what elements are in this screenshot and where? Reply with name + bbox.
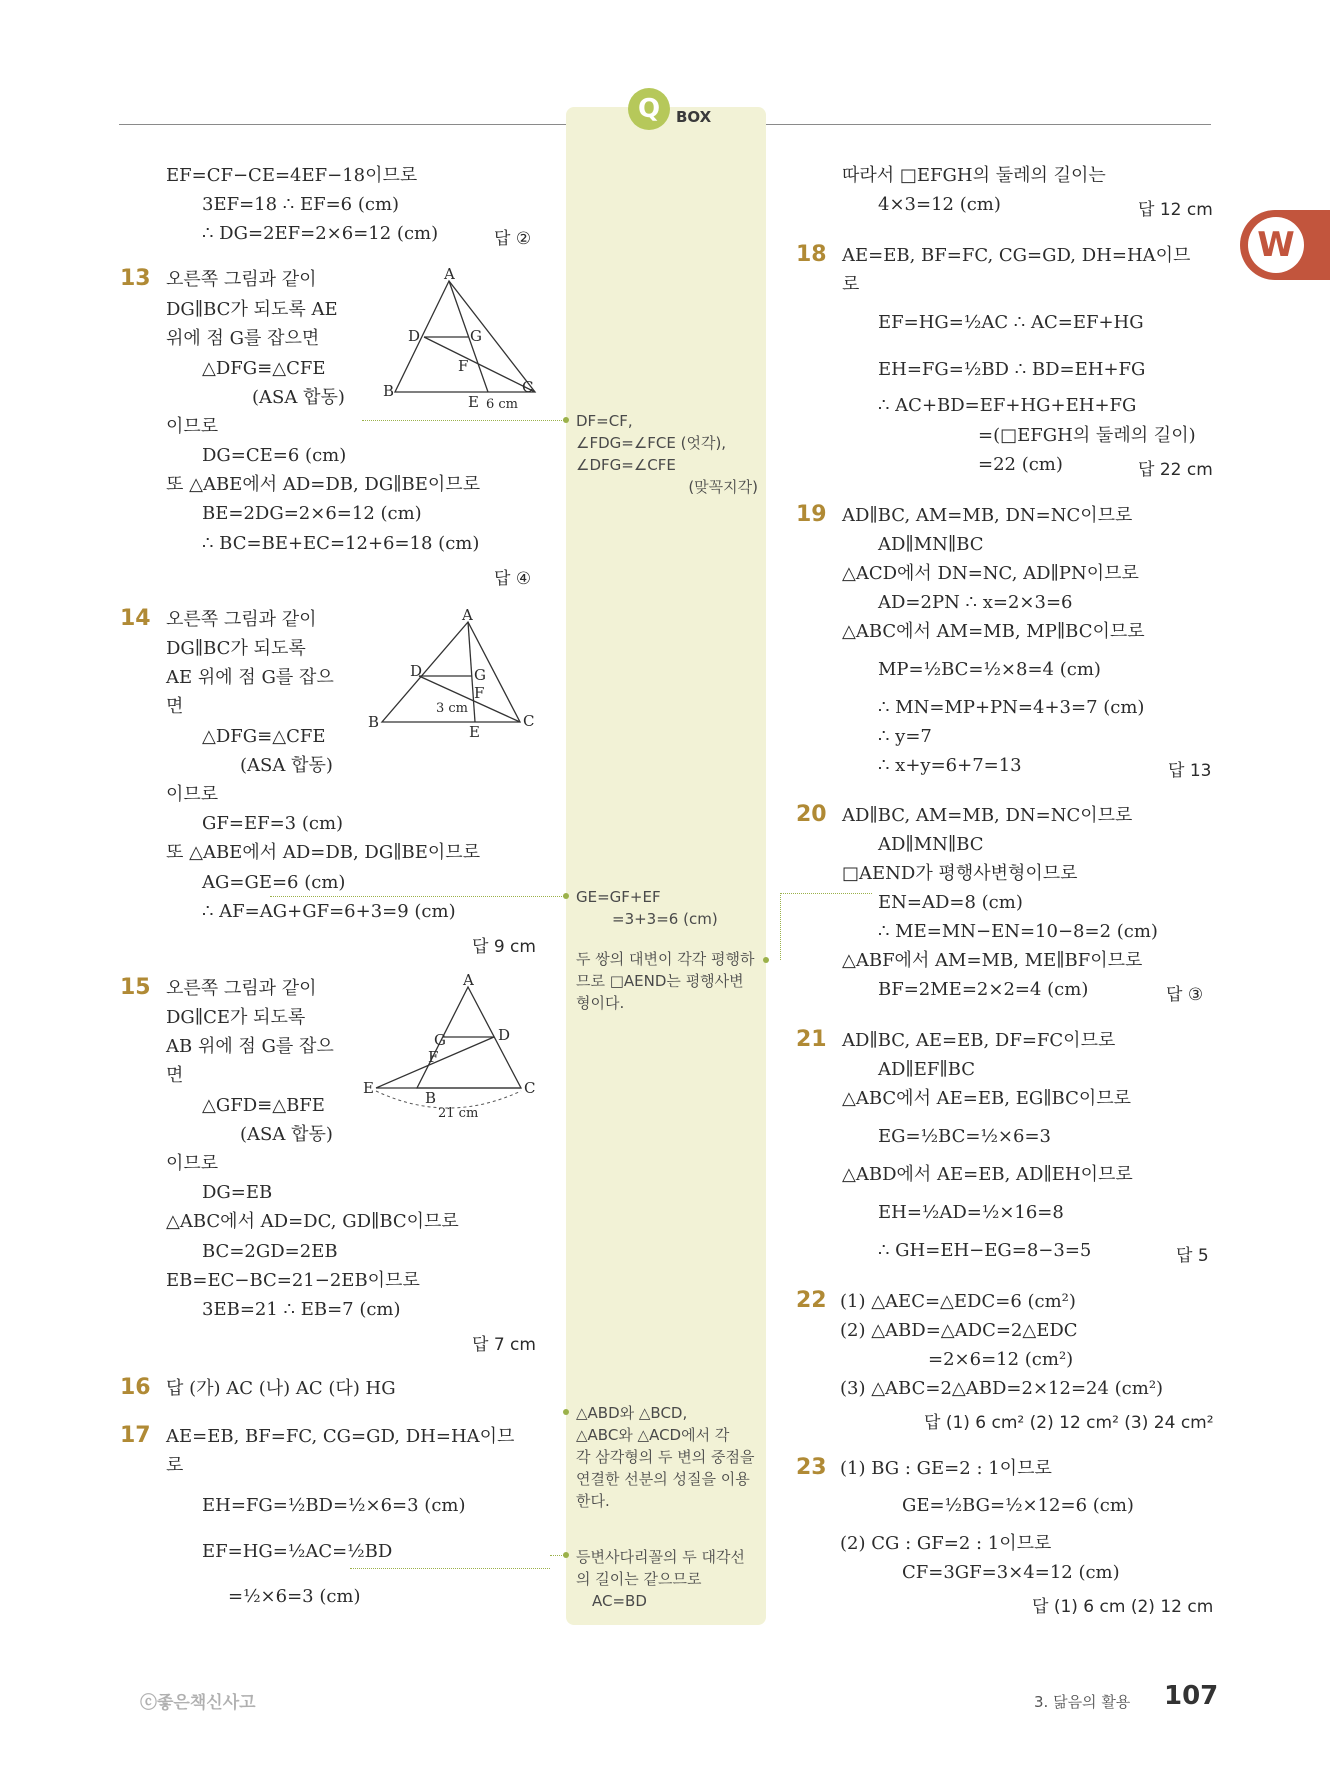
- solution-line: 이므로: [166, 784, 219, 805]
- note-line: △ABD와 △BCD,: [576, 1404, 688, 1422]
- connector-line: [780, 893, 781, 960]
- solution-line: AD=2PN ∴ x=2×3=6: [878, 592, 1073, 613]
- note-line: 등변사다리꼴의 두 대각선: [576, 1548, 745, 1566]
- problem-number: 19: [796, 502, 827, 527]
- solution-line: 3EB=21 ∴ EB=7 (cm): [202, 1299, 401, 1320]
- note-line: 연결한 선분의 성질을 이용: [576, 1470, 750, 1488]
- solution-line: AE=EB, BF=FC, CG=GD, DH=HA이므: [842, 245, 1191, 266]
- solution-line: AE=EB, BF=FC, CG=GD, DH=HA이므: [166, 1426, 515, 1447]
- connector-dot: [563, 1552, 569, 1558]
- solution-line: △ABD에서 AE=EB, AD∥EH이므로: [842, 1164, 1133, 1185]
- solution-line: 로: [842, 274, 860, 295]
- solution-line: BE=2DG=2×6=12 (cm): [202, 503, 422, 524]
- problem-number: 20: [796, 802, 827, 827]
- solution-line: EF=HG=½AC=½BD: [202, 1541, 393, 1562]
- solution-line: AD∥MN∥BC: [878, 834, 984, 855]
- fig-label-a: A: [463, 971, 474, 989]
- solution-line: ∴ BC=BE+EC=12+6=18 (cm): [202, 533, 480, 554]
- solution-line: DG=CE=6 (cm): [202, 445, 347, 466]
- solution-line: AD∥BC, AM=MB, DN=NC이므로: [842, 805, 1133, 826]
- solution-line: DG=EB: [202, 1182, 273, 1203]
- fig-label-b: B: [368, 713, 380, 731]
- fig-label-b: B: [425, 1089, 437, 1107]
- problem-number: 14: [120, 606, 151, 631]
- note-line: 각 삼각형의 두 변의 중점을: [576, 1448, 755, 1466]
- solution-line: AD∥EF∥BC: [878, 1059, 976, 1080]
- solution-line: □AEND가 평행사변형이므로: [842, 863, 1078, 884]
- figure-15: [363, 971, 540, 1125]
- solution-line: GE=½BG=½×12=6 (cm): [902, 1495, 1134, 1516]
- fig-label-e: E: [469, 723, 480, 741]
- problem-number: 16: [120, 1375, 151, 1400]
- solution-line: DG∥CE가 되도록: [166, 1007, 306, 1028]
- solution-line: 또 △ABE에서 AD=DB, DG∥BE이므로: [166, 842, 481, 863]
- solution-line: ∴ DG=2EF=2×6=12 (cm): [202, 223, 439, 244]
- solution-line: △DFG≡△CFE: [202, 358, 326, 379]
- fig-length: 3 cm: [436, 701, 469, 716]
- note-line: 한다.: [576, 1492, 610, 1510]
- solution-line: EF=HG=½AC ∴ AC=EF+HG: [878, 312, 1144, 333]
- chapter-title: 3. 닮음의 활용: [1034, 1693, 1131, 1711]
- solution-line: AB 위에 점 G를 잡으: [166, 1036, 334, 1057]
- q-circle-icon: Q: [628, 88, 670, 130]
- solution-line: AE 위에 점 G를 잡으: [166, 667, 334, 688]
- solution-line: EG=½BC=½×6=3: [878, 1126, 1051, 1147]
- qbox-note: [576, 410, 758, 498]
- note-line: 두 쌍의 대변이 각각 평행하: [576, 950, 755, 968]
- solution-line: CF=3GF=3×4=12 (cm): [902, 1562, 1120, 1583]
- fig-label-c: C: [522, 378, 534, 396]
- fig-length: 21 cm: [438, 1106, 479, 1121]
- solution-line: AG=GE=6 (cm): [202, 872, 346, 893]
- solution-line: =2×6=12 (cm²): [928, 1349, 1074, 1370]
- solution-line: 면: [166, 696, 184, 717]
- solution-line: (ASA 합동): [240, 755, 333, 776]
- solution-line: BF=2ME=2×2=4 (cm): [878, 979, 1089, 1000]
- note-line: AC=BD: [592, 1592, 647, 1610]
- fig-label-e: E: [468, 393, 479, 411]
- answer-label: 답 5: [1176, 1246, 1209, 1266]
- solution-line: ∴ AF=AG+GF=6+3=9 (cm): [202, 901, 456, 922]
- solution-line: (ASA 합동): [252, 387, 345, 408]
- fig-label-f: F: [428, 1048, 439, 1066]
- solution-line: △ABC에서 AE=EB, EG∥BC이므로: [842, 1088, 1132, 1109]
- note-line: 형이다.: [576, 994, 625, 1012]
- solution-line: EF=CF−CE=4EF−18이므로: [166, 165, 418, 186]
- figure-13: [380, 265, 540, 415]
- fig-label-d: D: [408, 327, 421, 345]
- qbox-note: [576, 1402, 758, 1512]
- solution-line: (1) △AEC=△EDC=6 (cm²): [840, 1291, 1076, 1312]
- answer-label: 답 ③: [1166, 985, 1204, 1005]
- fig-label-d: D: [498, 1026, 511, 1044]
- solution-line: (2) △ABD=△ADC=2△EDC: [840, 1320, 1078, 1341]
- note-line: =3+3=6 (cm): [612, 910, 718, 928]
- page-number: 107: [1164, 1681, 1219, 1711]
- answer-label: 답 ②: [494, 229, 532, 249]
- fig-label-f: F: [474, 684, 485, 702]
- solution-line: ∴ MN=MP+PN=4+3=7 (cm): [878, 697, 1145, 718]
- solution-line: 3EF=18 ∴ EF=6 (cm): [202, 194, 400, 215]
- solution-line: DG∥BC가 되도록: [166, 638, 306, 659]
- solution-line: ∴ AC+BD=EF+HG+EH+FG: [878, 395, 1137, 416]
- solution-line: =22 (cm): [978, 454, 1063, 475]
- solution-line: DG∥BC가 되도록 AE: [166, 299, 338, 320]
- fig-label-c: C: [523, 712, 535, 730]
- problem-number: 21: [796, 1027, 827, 1052]
- figure-14: [362, 606, 542, 745]
- problem-number: 15: [120, 975, 151, 1000]
- fig-label-e: E: [363, 1079, 374, 1097]
- fig-label-g: G: [470, 327, 482, 345]
- solution-line: 또 △ABE에서 AD=DB, DG∥BE이므로: [166, 474, 481, 495]
- note-line: ∠DFG=∠CFE: [576, 456, 676, 474]
- fig-label-f: F: [458, 357, 469, 375]
- qbox-note: [576, 948, 758, 1014]
- qbox-note: [576, 886, 758, 930]
- connector-line: [362, 420, 564, 421]
- answer-line: 답 (가) AC (나) AC (다) HG: [166, 1378, 396, 1399]
- answer-label: 답 ④: [494, 569, 532, 589]
- note-line: 의 길이는 같으므로: [576, 1570, 702, 1588]
- solution-line: 이므로: [166, 1153, 219, 1174]
- note-line: DF=CF,: [576, 412, 633, 430]
- answer-label: 답 22 cm: [1138, 460, 1213, 480]
- note-line: △ABC와 △ACD에서 각: [576, 1426, 730, 1444]
- solution-line: EH=½AD=½×16=8: [878, 1202, 1064, 1223]
- solution-line: AD∥BC, AM=MB, DN=NC이므로: [842, 505, 1133, 526]
- solution-line: =(□EFGH의 둘레의 길이): [978, 425, 1196, 446]
- solution-line: EN=AD=8 (cm): [878, 892, 1023, 913]
- solution-line: △ABC에서 AD=DC, GD∥BC이므로: [166, 1211, 459, 1232]
- solution-line: ∴ x+y=6+7=13: [878, 755, 1022, 776]
- note-line: (맞꼭지각): [688, 478, 758, 496]
- solution-line: 오른쪽 그림과 같이: [166, 978, 317, 999]
- problem-number: 23: [796, 1455, 827, 1480]
- connector-dot: [763, 957, 769, 963]
- solution-line: 이므로: [166, 416, 219, 437]
- solution-line: 4×3=12 (cm): [878, 194, 1001, 215]
- connector-line: [350, 1568, 550, 1569]
- solution-line: (2) CG : GF=2 : 1이므로: [840, 1533, 1052, 1554]
- solution-line: (3) △ABC=2△ABD=2×12=24 (cm²): [840, 1378, 1164, 1399]
- publisher-logo: ⓒ좋은책신사고: [140, 1693, 256, 1713]
- q-box-column: [566, 107, 766, 1625]
- solution-line: △ABF에서 AM=MB, ME∥BF이므로: [842, 950, 1143, 971]
- w-tab-icon: W: [1248, 217, 1304, 273]
- solution-line: △DFG≡△CFE: [202, 726, 326, 747]
- fig-label-g: G: [474, 666, 486, 684]
- answer-label: 답 (1) 6 cm (2) 12 cm: [1032, 1597, 1214, 1617]
- box-label: BOX: [676, 108, 712, 126]
- fig-label-a: A: [444, 265, 455, 283]
- answer-label: 답 9 cm: [472, 937, 536, 957]
- connector-dot: [563, 417, 569, 423]
- connector-line: [550, 1555, 564, 1556]
- problem-number: 22: [796, 1288, 827, 1313]
- solution-line: ∴ y=7: [878, 726, 932, 747]
- fig-label-a: A: [462, 606, 473, 624]
- note-line: ∠FDG=∠FCE (엇각),: [576, 434, 727, 452]
- solution-line: MP=½BC=½×8=4 (cm): [878, 659, 1101, 680]
- connector-dot: [563, 893, 569, 899]
- solution-line: ∴ GH=EH−EG=8−3=5: [878, 1240, 1092, 1261]
- solution-line: (1) BG : GE=2 : 1이므로: [840, 1458, 1052, 1479]
- qbox-note: [576, 1546, 758, 1612]
- answer-label: 답 (1) 6 cm² (2) 12 cm² (3) 24 cm²: [924, 1413, 1214, 1433]
- problem-number: 13: [120, 266, 151, 291]
- solution-line: 면: [166, 1065, 184, 1086]
- solution-line: 로: [166, 1455, 184, 1476]
- fig-label-g: G: [434, 1031, 446, 1049]
- answer-label: 답 13: [1168, 761, 1212, 781]
- solution-line: △GFD≡△BFE: [202, 1095, 325, 1116]
- solution-line: 오른쪽 그림과 같이: [166, 269, 317, 290]
- solution-line: 위에 점 G를 잡으면: [166, 328, 320, 349]
- solution-line: AD∥MN∥BC: [878, 534, 984, 555]
- solution-line: BC=2GD=2EB: [202, 1241, 338, 1262]
- side-tab: [1240, 210, 1330, 280]
- solution-line: EH=FG=½BD=½×6=3 (cm): [202, 1495, 466, 1516]
- answer-label: 답 7 cm: [472, 1335, 536, 1355]
- note-line: 므로 □AEND는 평행사변: [576, 972, 744, 990]
- solution-line: ∴ ME=MN−EN=10−8=2 (cm): [878, 921, 1158, 942]
- solution-line: AD∥BC, AE=EB, DF=FC이므로: [842, 1030, 1116, 1051]
- connector-dot: [563, 1409, 569, 1415]
- solution-line: =½×6=3 (cm): [228, 1586, 361, 1607]
- note-line: GE=GF+EF: [576, 888, 661, 906]
- fig-label-b: B: [383, 382, 395, 400]
- problem-number: 17: [120, 1423, 151, 1448]
- solution-line: △ABC에서 AM=MB, MP∥BC이므로: [842, 621, 1145, 642]
- solution-line: 따라서 □EFGH의 둘레의 길이는: [842, 165, 1106, 186]
- solution-line: GF=EF=3 (cm): [202, 813, 344, 834]
- connector-line: [780, 893, 872, 894]
- fig-label-c: C: [524, 1079, 536, 1097]
- fig-length: 6 cm: [486, 397, 519, 412]
- solution-line: EH=FG=½BD ∴ BD=EH+FG: [878, 359, 1146, 380]
- fig-label-d: D: [410, 662, 423, 680]
- connector-line: [270, 896, 564, 897]
- solution-line: (ASA 합동): [240, 1124, 333, 1145]
- solution-line: EB=EC−BC=21−2EB이므로: [166, 1270, 420, 1291]
- answer-label: 답 12 cm: [1138, 200, 1213, 220]
- solution-line: △ACD에서 DN=NC, AD∥PN이므로: [842, 563, 1139, 584]
- solution-line: 오른쪽 그림과 같이: [166, 609, 317, 630]
- problem-number: 18: [796, 242, 827, 267]
